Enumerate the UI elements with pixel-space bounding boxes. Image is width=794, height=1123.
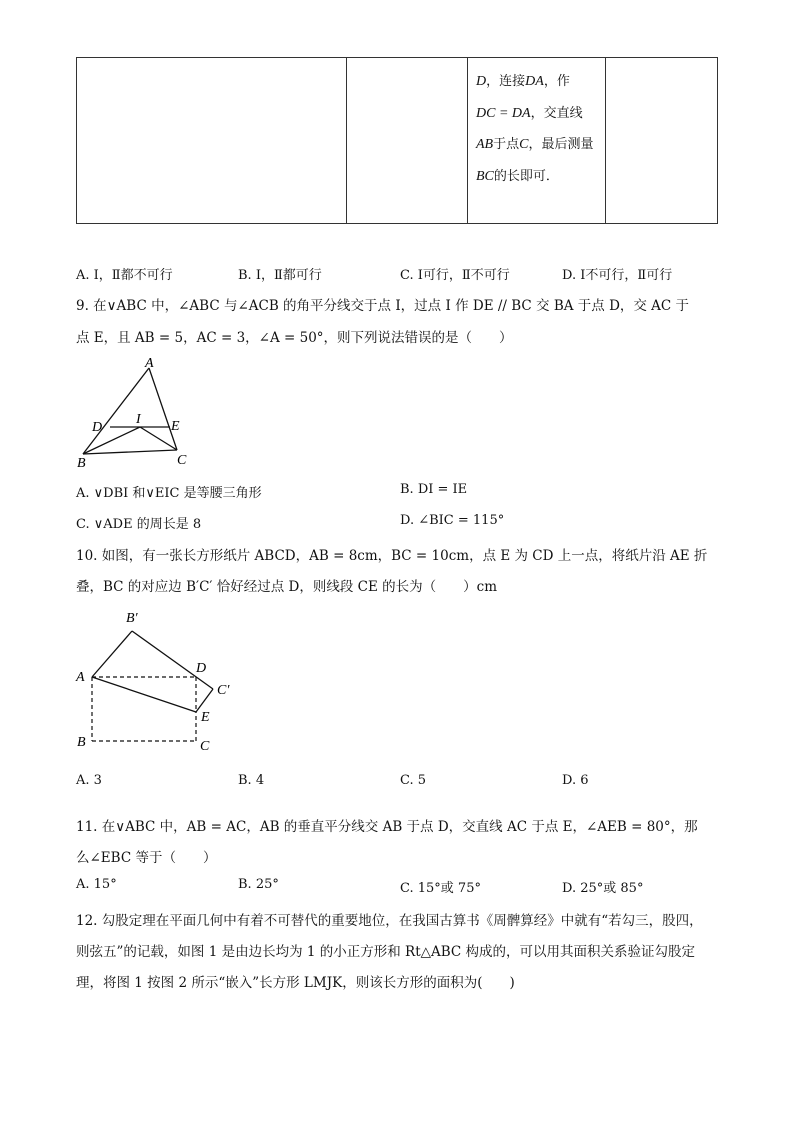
q9-option-d: D. ∠BIC = 115° <box>400 513 505 528</box>
q9-label-i: I <box>136 412 141 427</box>
q9-label-a: A <box>145 356 154 371</box>
table-cell-4 <box>606 58 718 224</box>
q12-stem-line1: 12. 勾股定理在平面几何中有着不可替代的重要地位，在我国古算书《周髀算经》中就有“若勾三，股四， <box>76 913 703 929</box>
q9-label-b: B <box>77 456 86 470</box>
q8-option-d: D. Ⅰ不可行，Ⅱ可行 <box>562 268 673 283</box>
q10-option-d: D. 6 <box>562 773 589 788</box>
q8-option-a: A. Ⅰ，Ⅱ都不可行 <box>76 268 173 283</box>
q8-option-c: C. Ⅰ可行，Ⅱ不可行 <box>400 268 510 283</box>
q9-option-b: B. DI = IE <box>400 482 468 497</box>
q9-option-c: C. ∨ADE 的周长是 8 <box>76 517 202 532</box>
q9-stem-line2: 点 E，且 AB = 5，AC = 3，∠A = 50°，则下列说法错误的是（ ） <box>76 330 513 346</box>
table-cell-3 <box>468 58 606 224</box>
q9-stem-line1: 9. 在∨ABC 中，∠ABC 与∠ACB 的角平分线交于点 I，过点 I 作 DE // BC 交 BA 于点 D，交 AC 于 <box>76 298 690 314</box>
q10-option-a: A. 3 <box>76 773 102 788</box>
q9-option-a: A. ∨DBI 和∨EIC 是等腰三角形 <box>76 486 262 501</box>
solution-table <box>76 57 718 224</box>
q11-option-a: A. 15° <box>76 877 117 892</box>
q11-option-c: C. 15°或 75° <box>400 881 481 896</box>
q10-label-a: A <box>76 670 85 685</box>
q12-stem-line3: 理，将图 1 按图 2 所示“嵌入”长方形 LMJK，则该长方形的面积为( ) <box>76 975 515 991</box>
q9-triangle-figure <box>70 352 200 470</box>
q10-label-b: B <box>77 735 86 750</box>
q12-stem-line2: 则弦五”的记载，如图 1 是由边长均为 1 的小正方形和 Rt△ABC 构成的，可以用其面积关系验证勾股定 <box>76 944 696 960</box>
q10-label-e: E <box>201 710 210 725</box>
table-cell-2 <box>347 58 468 224</box>
table-cell-1 <box>77 58 347 224</box>
table-cell-3-text: D，连接DA，作 DC = DA，交直线AB于点C，最后测量BC的长即可． <box>476 74 594 184</box>
q10-label-bprime: B′ <box>126 611 138 626</box>
q9-label-e: E <box>171 419 180 434</box>
q11-stem-line2: 么∠EBC 等于（ ） <box>76 850 217 866</box>
q10-option-c: C. 5 <box>400 773 427 788</box>
q10-fold-figure <box>70 604 245 754</box>
q11-option-d: D. 25°或 85° <box>562 881 644 896</box>
q9-label-d: D <box>92 420 103 435</box>
q9-label-c: C <box>177 453 187 468</box>
q10-label-cprime: C′ <box>217 683 230 698</box>
q11-stem-line1: 11. 在∨ABC 中，AB = AC，AB 的垂直平分线交 AB 于点 D，交直线 AC 于点 E，∠AEB = 80°，那 <box>76 819 698 835</box>
q10-stem-line1: 10. 如图，有一张长方形纸片 ABCD，AB = 8cm，BC = 10cm，点 E 为 CD 上一点，将纸片沿 AE 折 <box>76 548 708 564</box>
q11-option-b: B. 25° <box>238 877 279 892</box>
q10-option-b: B. 4 <box>238 773 265 788</box>
q8-option-b: B. Ⅰ，Ⅱ都可行 <box>238 268 322 283</box>
q10-stem-line2: 叠，BC 的对应边 B′C′ 恰好经过点 D，则线段 CE 的长为（ ）cm <box>76 579 497 595</box>
q10-label-d: D <box>196 661 207 676</box>
q10-label-c: C <box>200 739 210 754</box>
